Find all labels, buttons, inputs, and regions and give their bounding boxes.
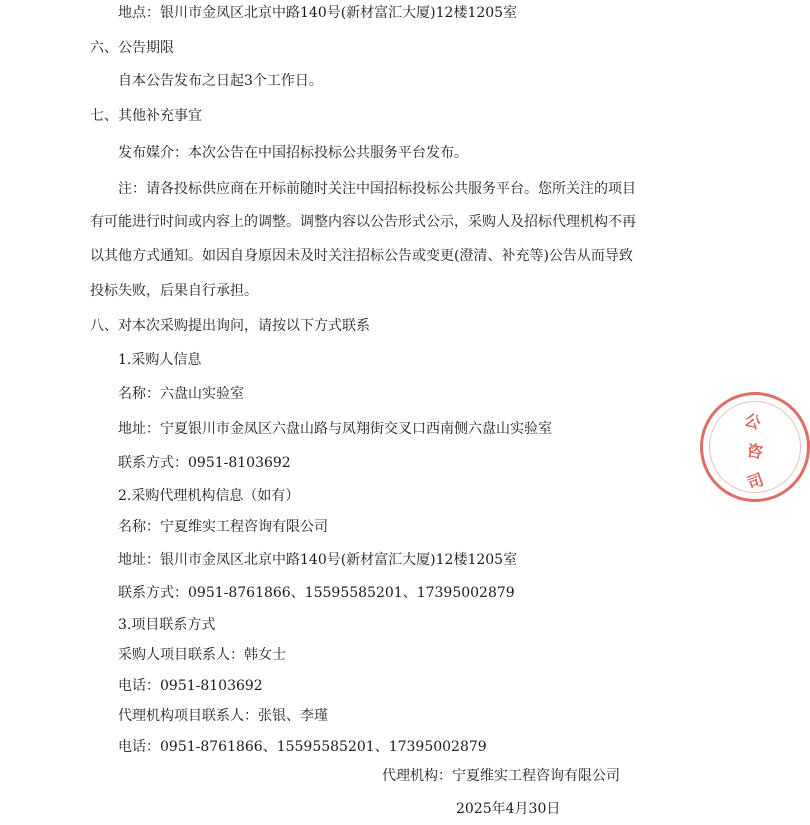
section8-heading: 八、对本次采购提出询问，请按以下方式联系 (90, 318, 370, 334)
section6-heading: 六、公告期限 (90, 40, 174, 56)
agency-name: 名称：宁夏维实工程咨询有限公司 (118, 519, 328, 535)
seal-glyph-3: 司 (744, 469, 767, 494)
section7-heading: 七、其他补充事宜 (90, 108, 202, 124)
agency-address: 地址：银川市金凤区北京中路140号(新材富汇大厦)12楼1205室 (118, 552, 518, 568)
purchaser-project-phone: 电话：0951-8103692 (118, 678, 263, 694)
agency-project-contact: 代理机构项目联系人：张银、李瑾 (118, 708, 328, 724)
seal-glyph-2: 咨 (745, 440, 765, 463)
section6-body: 自本公告发布之日起3个工作日。 (118, 73, 323, 89)
agency-contact: 联系方式：0951-8761866、15595585201、17395002879 (118, 585, 515, 601)
signature-agency: 代理机构：宁夏维实工程咨询有限公司 (382, 768, 620, 784)
purchaser-heading: 1.采购人信息 (118, 352, 202, 368)
signature-date: 2025年4月30日 (456, 801, 561, 817)
official-seal (700, 392, 810, 502)
agency-project-phone: 电话：0951-8761866、15595585201、17395002879 (118, 739, 487, 755)
section7-note-line-3: 以其他方式通知。如因自身原因未及时关注招标公告或变更(澄清、补充等)公告从而导致 (90, 248, 633, 264)
purchaser-contact: 联系方式：0951-8103692 (118, 455, 291, 471)
section7-note-line-2: 有可能进行时间或内容上的调整。调整内容以公告形式公示，采购人及招标代理机构不再 (90, 214, 636, 230)
section5-address: 地点：银川市金凤区北京中路140号(新材富汇大厦)12楼1205室 (118, 5, 518, 21)
agency-heading: 2.采购代理机构信息（如有） (118, 488, 300, 504)
seal-glyph-1: 公 (741, 409, 764, 434)
purchaser-address: 地址：宁夏银川市金凤区六盘山路与凤翔街交叉口西南侧六盘山实验室 (118, 421, 552, 437)
purchaser-name: 名称：六盘山实验室 (118, 386, 244, 402)
section7-media: 发布媒介：本次公告在中国招标投标公共服务平台发布。 (118, 145, 468, 161)
purchaser-project-contact: 采购人项目联系人：韩女士 (118, 647, 286, 663)
project-contact-heading: 3.项目联系方式 (118, 617, 216, 633)
section7-note-line-4: 投标失败，后果自行承担。 (90, 283, 258, 299)
section7-note-line-1: 注：请各投标供应商在开标前随时关注中国招标投标公共服务平台。您所关注的项目 (118, 181, 636, 197)
